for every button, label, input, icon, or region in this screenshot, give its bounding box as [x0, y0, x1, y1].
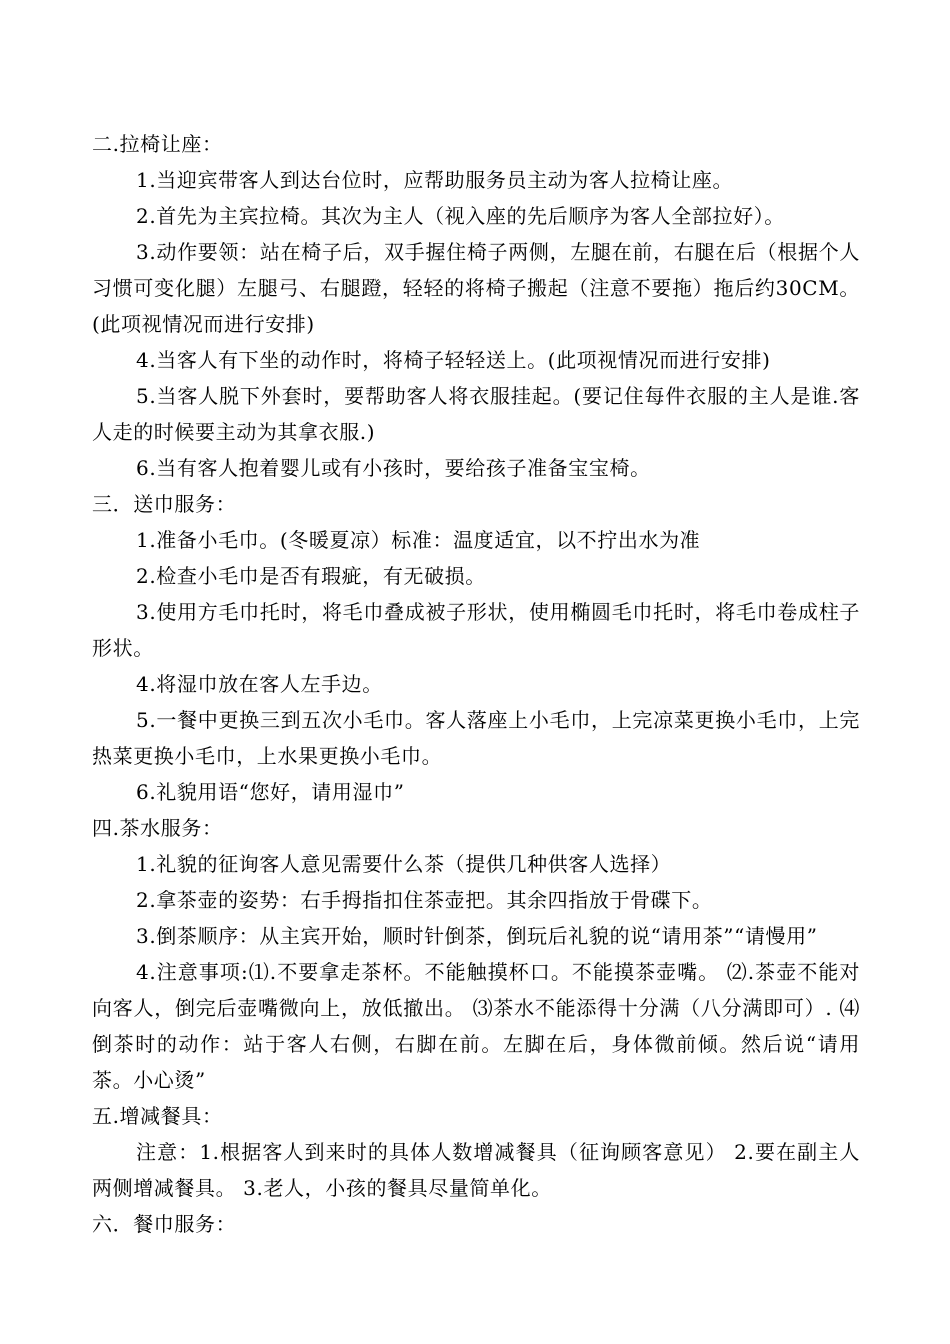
paragraph: 6.当有客人抱着婴儿或有小孩时，要给孩子准备宝宝椅。: [136, 456, 651, 480]
paragraph: 1.礼貌的征询客人意见需要什么茶（提供几种供客人选择）: [136, 852, 672, 876]
section-heading-tableware: 五.增减餐具：: [92, 1104, 223, 1128]
document-body: [92, 126, 860, 1242]
paragraph: 2.拿茶壶的姿势：右手拇指扣住茶壶把。其余四指放于骨碟下。: [136, 888, 713, 912]
paragraph: 3.倒茶顺序：从主宾开始，顺时针倒茶，倒玩后礼貌的说“请用茶”“请慢用”: [136, 924, 818, 948]
paragraph: 2.检查小毛巾是否有瑕疵，有无破损。: [136, 564, 486, 588]
paragraph: 注意：1.根据客人到来时的具体人数增减餐具（征询顾客意见） 2.要在副主人两侧增减餐具。 3.老人，小孩的餐具尽量简单化。: [92, 1140, 860, 1200]
paragraph: 1.当迎宾带客人到达台位时，应帮助服务员主动为客人拉椅让座。: [136, 168, 734, 192]
section-heading-tea-service: 四.茶水服务：: [92, 816, 223, 840]
paragraph: 2.首先为主宾拉椅。其次为主人（视入座的先后顺序为客人全部拉好）。: [136, 204, 785, 228]
section-heading-towel-service: 三．送巾服务：: [92, 492, 237, 516]
section-heading-seat-service: 二.拉椅让座：: [92, 132, 223, 156]
paragraph: 4.将湿巾放在客人左手边。: [136, 672, 383, 696]
paragraph: 1.准备小毛巾。(冬暖夏凉）标准：温度适宜，以不拧出水为准: [136, 528, 701, 552]
paragraph: 6.礼貌用语“您好，请用湿巾”: [136, 780, 405, 804]
paragraph: 5.一餐中更换三到五次小毛巾。客人落座上小毛巾，上完凉菜更换小毛巾，上完热菜更换小毛巾，上水果更换小毛巾。: [92, 708, 860, 768]
section-heading-napkin-service: 六．餐巾服务：: [92, 1212, 237, 1236]
paragraph: 3.使用方毛巾托时，将毛巾叠成被子形状，使用椭圆毛巾托时，将毛巾卷成柱子形状。: [92, 600, 860, 660]
paragraph: 4.注意事项:⑴.不要拿走茶杯。不能触摸杯口。不能摸茶壶嘴。 ⑵.茶壶不能对向客人，倒完后壶嘴微向上，放低撤出。 ⑶茶水不能添得十分满（八分满即可）. ⑷倒茶时的动作：站于客人右侧，右脚在前。左脚在后，身体微前倾。然后说“请用茶。小心烫”: [92, 960, 860, 1092]
paragraph: 5.当客人脱下外套时，要帮助客人将衣服挂起。(要记住每件衣服的主人是谁.客人走的时候要主动为其拿衣服.): [92, 384, 860, 444]
paragraph: 4.当客人有下坐的动作时，将椅子轻轻送上。(此项视情况而进行安排): [136, 348, 771, 372]
paragraph: 3.动作要领：站在椅子后，双手握住椅子两侧，左腿在前，右腿在后（根据个人习惯可变化腿）左腿弓、右腿蹬，轻轻的将椅子搬起（注意不要拖）拖后约30CM。(此项视情况而进行安排): [92, 240, 860, 336]
